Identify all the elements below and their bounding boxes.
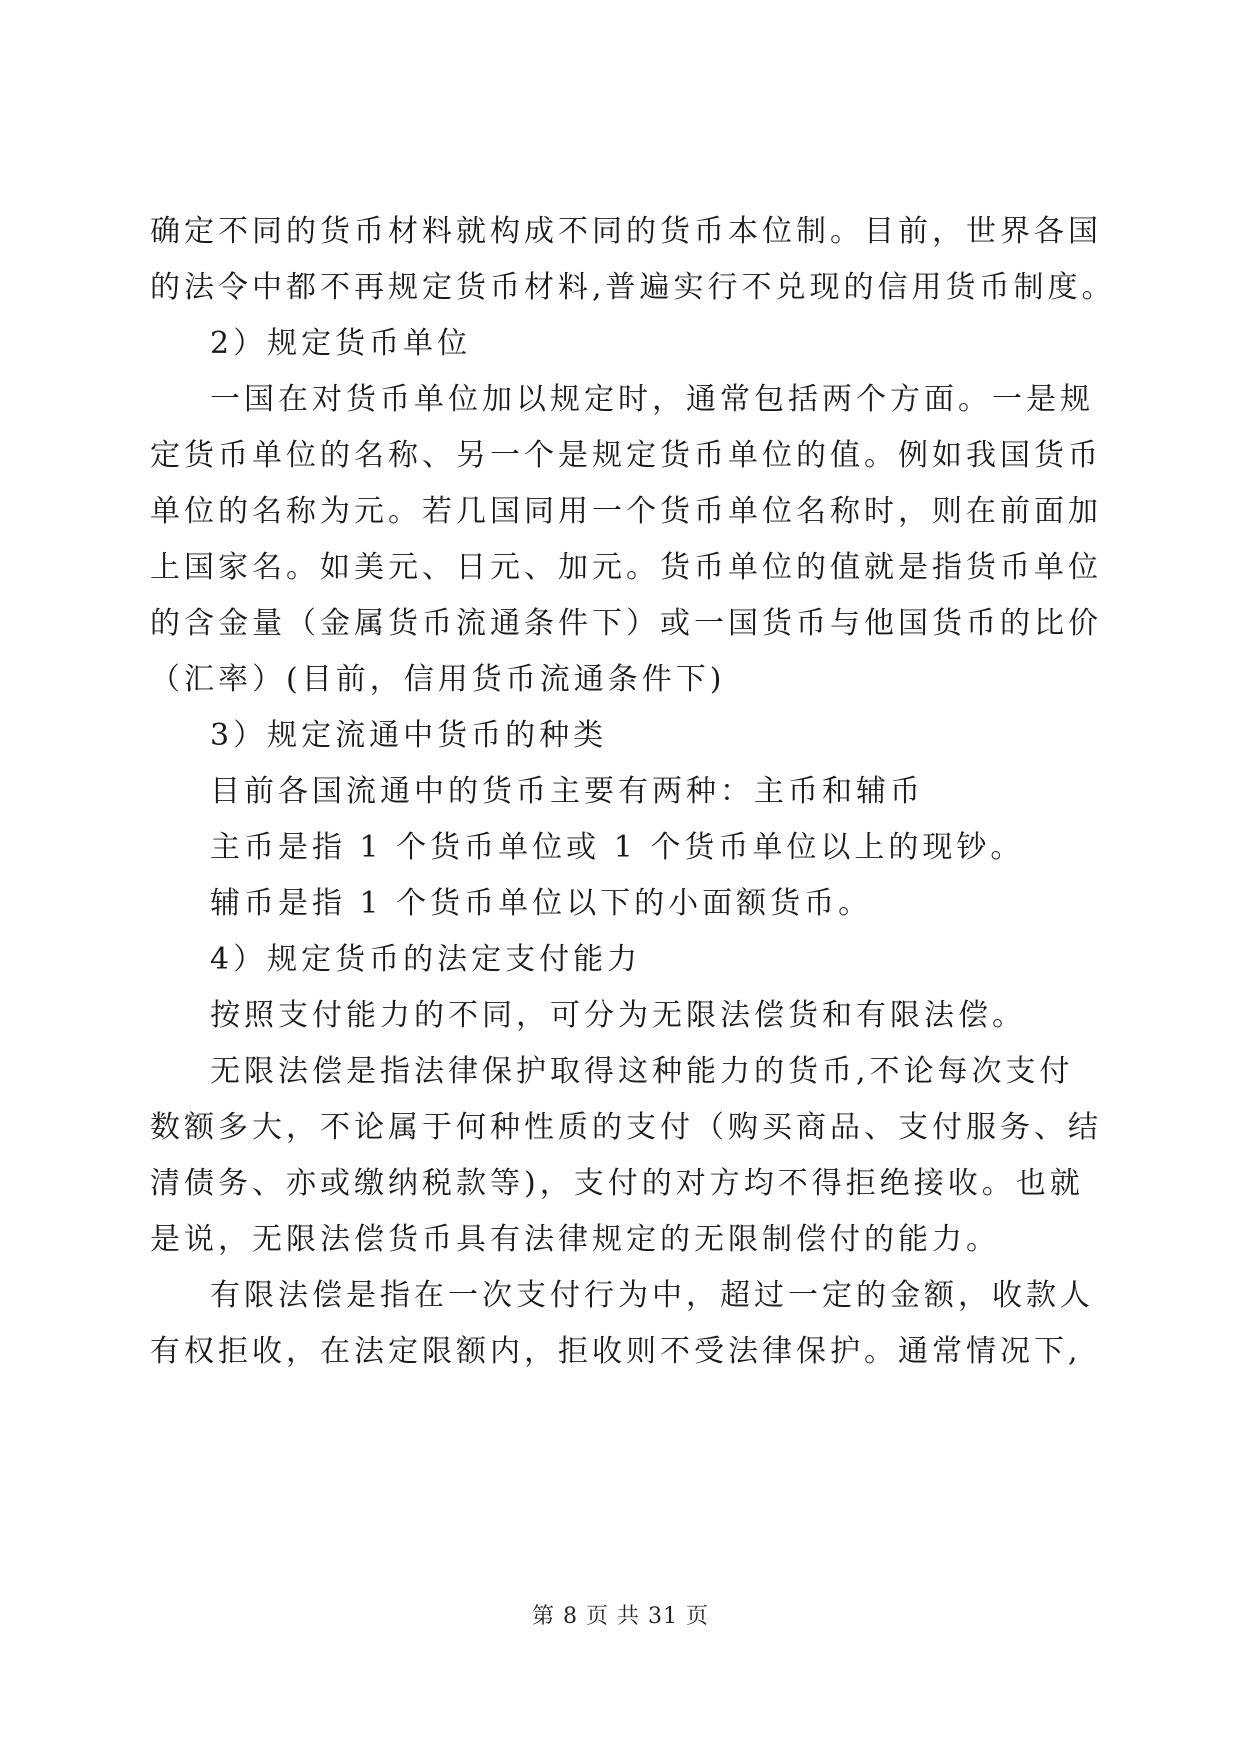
body-text-line: 有权拒收，在法定限额内，拒收则不受法律保护。通常情况下, bbox=[150, 1334, 1082, 1369]
section-heading: 3）规定流通中货币的种类 bbox=[210, 718, 608, 753]
body-text-line: 数额多大，不论属于何种性质的支付（购买商品、支付服务、结 bbox=[150, 1110, 1102, 1145]
page-number-footer: 第 8 页 共 31 页 bbox=[532, 1604, 709, 1629]
body-text-line: 定货币单位的名称、另一个是规定货币单位的值。例如我国货币 bbox=[150, 438, 1102, 473]
body-text-line: 上国家名。如美元、日元、加元。货币单位的值就是指货币单位 bbox=[150, 550, 1102, 585]
body-text-line: 单位的名称为元。若几国同用一个货币单位名称时，则在前面加 bbox=[150, 494, 1102, 529]
body-text-line: 目前各国流通中的货币主要有两种：主币和辅币 bbox=[210, 774, 924, 809]
body-text-line: 是说，无限法偿货币具有法律规定的无限制偿付的能力。 bbox=[150, 1222, 1000, 1257]
body-text-line: 辅币是指 1 个货币单位以下的小面额货币。 bbox=[210, 886, 873, 921]
body-text-line: 确定不同的货币材料就构成不同的货币本位制。目前，世界各国 bbox=[150, 214, 1102, 249]
section-heading: 4）规定货币的法定支付能力 bbox=[210, 942, 642, 977]
section-heading: 2）规定货币单位 bbox=[210, 326, 472, 361]
body-text-line: 有限法偿是指在一次支付行为中，超过一定的金额，收款人 bbox=[210, 1278, 1094, 1313]
body-text-line: 无限法偿是指法律保护取得这种能力的货币,不论每次支付 bbox=[210, 1054, 1074, 1089]
body-text-line: 按照支付能力的不同，可分为无限法偿货和有限法偿。 bbox=[210, 998, 1026, 1033]
body-text-line: 的含金量（金属货币流通条件下）或一国货币与他国货币的比价 bbox=[150, 606, 1102, 641]
body-text-line: 一国在对货币单位加以规定时，通常包括两个方面。一是规 bbox=[210, 382, 1094, 417]
body-text-line: 的法令中都不再规定货币材料,普遍实行不兑现的信用货币制度。 bbox=[150, 270, 1116, 305]
body-text-line: 清债务、亦或缴纳税款等)，支付的对方均不得拒绝接收。也就 bbox=[150, 1166, 1084, 1201]
body-text-line: 主币是指 1 个货币单位或 1 个货币单位以上的现钞。 bbox=[210, 830, 1025, 865]
body-text-line: （汇率）(目前，信用货币流通条件下) bbox=[150, 662, 726, 697]
